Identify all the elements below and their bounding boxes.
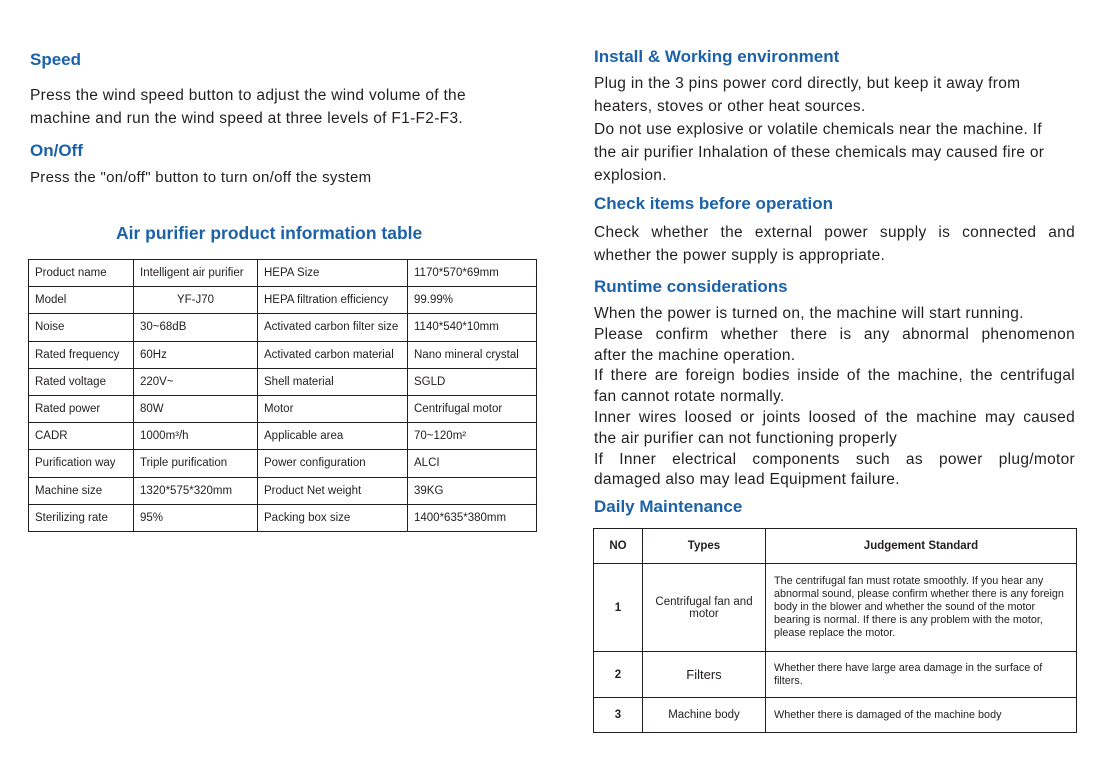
row-no: 1 (594, 564, 643, 652)
spec-value: Triple purification (134, 450, 258, 477)
check-heading: Check items before operation (594, 194, 834, 213)
install-heading: Install & Working environment (594, 47, 840, 66)
spec-value: 80W (134, 395, 258, 422)
product-info-table (28, 259, 537, 532)
table-row (594, 698, 1077, 733)
spec-label: Power configuration (258, 450, 408, 477)
spec-value: 1000m³/h (134, 423, 258, 450)
speed-text (30, 84, 528, 130)
spec-value: Centrifugal motor (408, 395, 537, 422)
runtime-heading: Runtime considerations (594, 277, 788, 296)
spec-label: Rated voltage (29, 368, 134, 395)
onoff-heading: On/Off (30, 141, 83, 160)
spec-label: Sterilizing rate (29, 504, 134, 531)
runtime-line: fan cannot rotate normally. (594, 388, 785, 406)
spec-label: Motor (258, 395, 408, 422)
row-standard: The centrifugal fan must rotate smoothly. If you hear any abnormal sound, please confirm whether there is any foreign body in the blower and whether the sound of the motor bearing is normal. If there is any problem with the motor, please replace the motor. (766, 564, 1077, 652)
spec-label: CADR (29, 423, 134, 450)
spec-label: Packing box size (258, 504, 408, 531)
runtime-text (594, 304, 1075, 491)
spec-label: HEPA filtration efficiency (258, 287, 408, 314)
table-row (29, 395, 537, 422)
table-row (29, 368, 537, 395)
check-text (594, 221, 1075, 267)
spec-value: 1170*570*69mm (408, 260, 537, 287)
spec-value: 39KG (408, 477, 537, 504)
spec-label: Product Net weight (258, 477, 408, 504)
spec-value: 30~68dB (134, 314, 258, 341)
spec-label: Applicable area (258, 423, 408, 450)
install-text (594, 72, 1075, 187)
runtime-line: after the machine operation. (594, 346, 796, 364)
spec-value: 220V~ (134, 368, 258, 395)
table-row (594, 564, 1077, 652)
table-row (29, 504, 537, 531)
table-title: Air purifier product information table (116, 223, 423, 243)
spec-value: ALCI (408, 450, 537, 477)
header-standard: Judgement Standard (766, 529, 1077, 564)
spec-value: Nano mineral crystal (408, 341, 537, 368)
table-row (29, 287, 537, 314)
row-standard: Whether there have large area damage in the surface of filters. (766, 652, 1077, 698)
spec-label: Rated power (29, 395, 134, 422)
install-line: Plug in the 3 pins power cord directly, but keep it away from (594, 75, 1021, 92)
spec-label: Activated carbon filter size (258, 314, 408, 341)
row-standard: Whether there is damaged of the machine body (766, 698, 1077, 733)
table-row (29, 260, 537, 287)
runtime-line: Please confirm whether there is any abnormal phenomenon (594, 325, 1075, 343)
header-types: Types (643, 529, 766, 564)
daily-heading: Daily Maintenance (594, 497, 743, 516)
row-type: Centrifugal fan and motor (643, 564, 766, 652)
spec-label: Noise (29, 314, 134, 341)
spec-label: Purification way (29, 450, 134, 477)
runtime-line: If Inner electrical components such as power plug/motor (594, 450, 1075, 468)
table-row (29, 477, 537, 504)
spec-label: Activated carbon material (258, 341, 408, 368)
maintenance-table (593, 528, 1077, 733)
spec-value: YF-J70 (134, 287, 258, 314)
spec-value: SGLD (408, 368, 537, 395)
check-line: whether the power supply is appropriate. (594, 247, 886, 264)
runtime-line: Inner wires loosed or joints loosed of the machine may caused (594, 408, 1075, 426)
onoff-text: Press the "on/off" button to turn on/off the system (30, 169, 372, 186)
runtime-line: damaged also may lead Equipment failure. (594, 471, 900, 489)
runtime-line: If there are foreign bodies inside of the machine, the centrifugal (594, 367, 1075, 385)
row-type: Filters (643, 652, 766, 698)
row-type: Machine body (643, 698, 766, 733)
row-no: 3 (594, 698, 643, 733)
table-row (29, 341, 537, 368)
spec-value: Intelligent air purifier (134, 260, 258, 287)
runtime-line: When the power is turned on, the machine will start running. (594, 305, 1024, 322)
header-no: NO (594, 529, 643, 564)
spec-value: 1320*575*320mm (134, 477, 258, 504)
spec-value: 1140*540*10mm (408, 314, 537, 341)
spec-label: Shell material (258, 368, 408, 395)
speed-heading: Speed (30, 50, 82, 69)
table-row (29, 450, 537, 477)
row-no: 2 (594, 652, 643, 698)
table-row (29, 314, 537, 341)
spec-value: 95% (134, 504, 258, 531)
spec-label: Rated frequency (29, 341, 134, 368)
table-row (29, 423, 537, 450)
install-line: the air purifier Inhalation of these chemicals may caused fire or (594, 144, 1045, 161)
speed-line: Press the wind speed button to adjust the wind volume of the (30, 87, 466, 104)
spec-value: 1400*635*380mm (408, 504, 537, 531)
runtime-line: the air purifier can not functioning properly (594, 429, 897, 447)
install-line: explosion. (594, 167, 667, 184)
spec-label: Product name (29, 260, 134, 287)
spec-label: Model (29, 287, 134, 314)
spec-value: 70~120m² (408, 423, 537, 450)
spec-value: 99.99% (408, 287, 537, 314)
spec-label: Machine size (29, 477, 134, 504)
install-line: heaters, stoves or other heat sources. (594, 98, 866, 115)
speed-line: machine and run the wind speed at three levels of F1-F2-F3. (30, 110, 463, 127)
install-line: Do not use explosive or volatile chemicals near the machine. If (594, 121, 1042, 138)
spec-value: 60Hz (134, 341, 258, 368)
table-row (594, 652, 1077, 698)
spec-label: HEPA Size (258, 260, 408, 287)
table-header-row (594, 529, 1077, 564)
check-line: Check whether the external power supply is connected and (594, 224, 1075, 241)
